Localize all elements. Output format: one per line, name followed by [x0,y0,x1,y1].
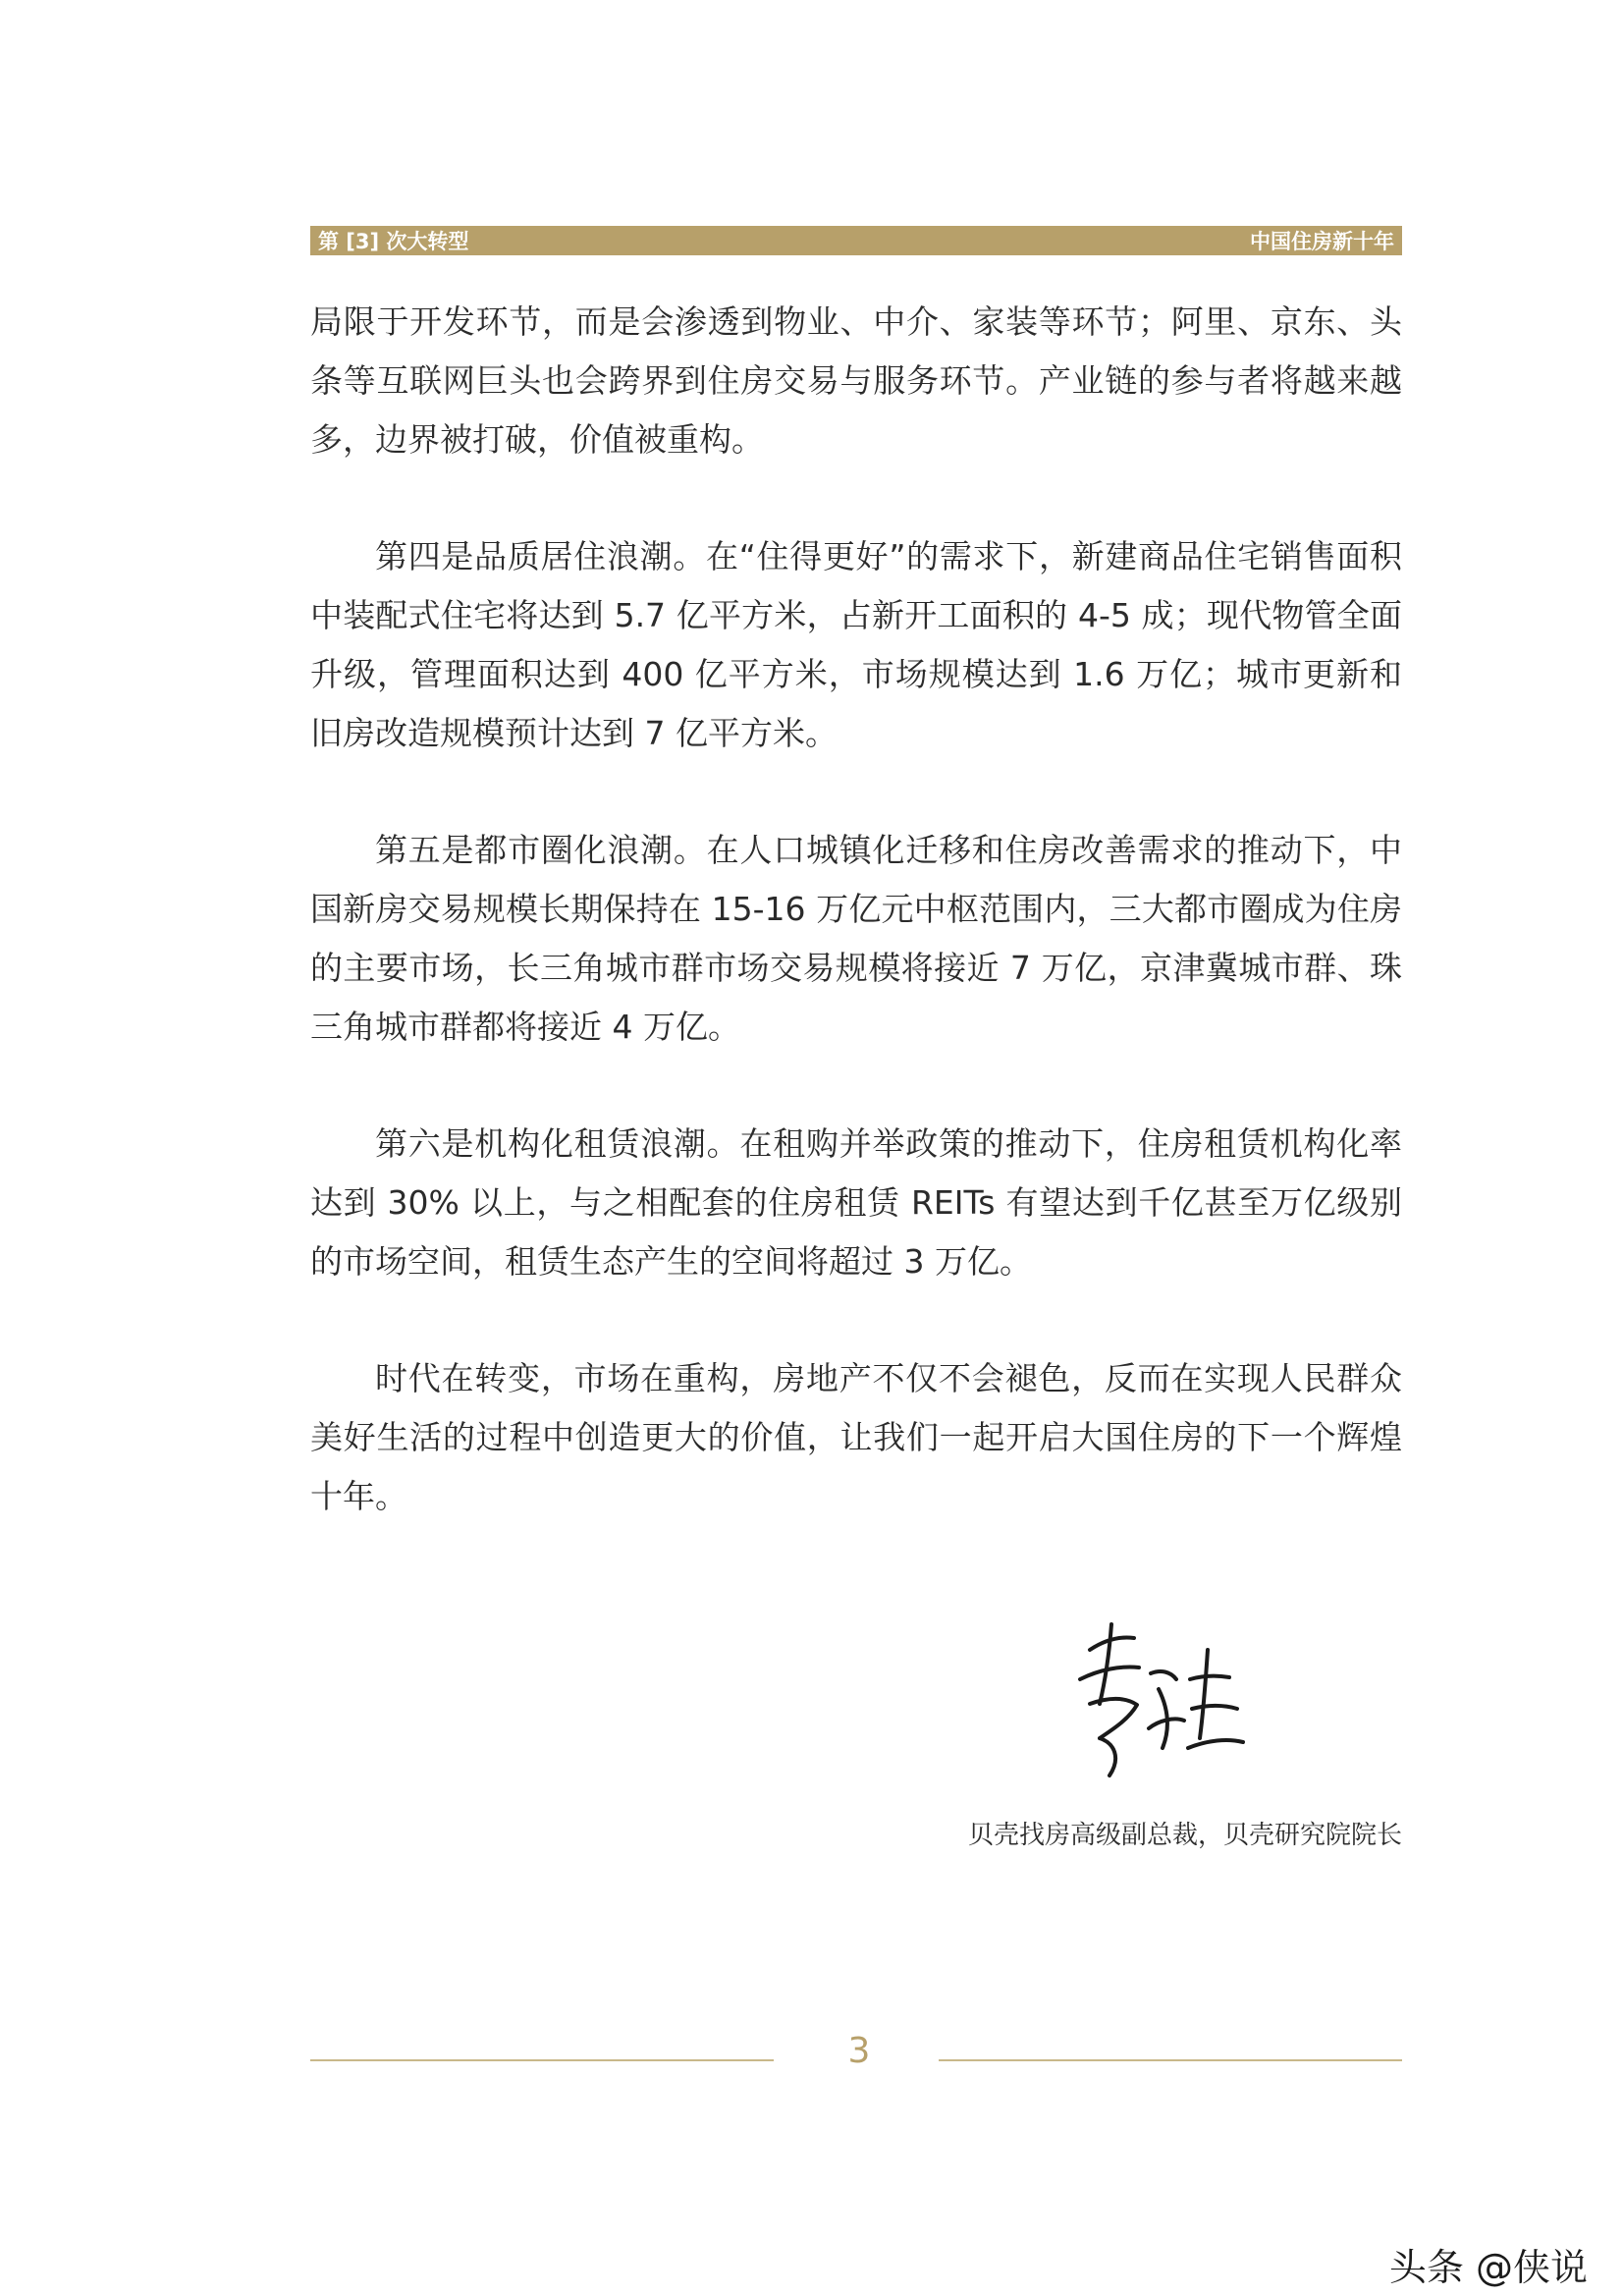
footer-divider-right [939,2059,1402,2061]
header-book-title: 中国住房新十年 [1250,230,1394,253]
handwritten-signature [1060,1611,1257,1787]
paragraph-continuation: 局限于开发环节，而是会渗透到物业、中介、家装等环节；阿里、京东、头条等互联网巨头也会跨界到住房交易与服务环节。产业链的参与者将越来越多，边界被打破，价值被重构。 [310,302,1402,459]
running-header [310,226,1402,255]
body-text [310,293,1402,1584]
paragraph-conclusion: 时代在转变，市场在重构，房地产不仅不会褪色，反而在实现人民群众美好生活的过程中创造更大的价值，让我们一起开启大国住房的下一个辉煌十年。 [310,1359,1402,1515]
watermark: 头条 @侠说 [1388,2246,1588,2289]
paragraph-quality-living: 第四是品质居住浪潮。在“住得更好”的需求下，新建商品住宅销售面积中装配式住宅将达到 5.7 亿平方米，占新开工面积的 4-5 成；现代物管全面升级，管理面积达到 400 亿平方米，市场规模达到 1.6 万亿；城市更新和旧房改造规模预计达到 7 亿平方米。 [310,537,1402,752]
header-chapter: 第 [3] 次大转型 [318,230,469,253]
paragraph-rental: 第六是机构化租赁浪潮。在租购并举政策的推动下，住房租赁机构化率达到 30% 以上，与之相配套的住房租赁 REITs 有望达到千亿甚至万亿级别的市场空间，租赁生态产生的空间将超过 3 万亿。 [310,1124,1402,1281]
footer-divider-left [310,2059,774,2061]
paragraph-metropolitan: 第五是都市圈化浪潮。在人口城镇化迁移和住房改善需求的推动下，中国新房交易规模长期保持在 15-16 万亿元中枢范围内，三大都市圈成为住房的主要市场，长三角城市群市场交易规模将接近 7 万亿，京津冀城市群、珠三角城市群都将接近 4 万亿。 [310,831,1402,1046]
signatory-title: 贝壳找房高级副总裁，贝壳研究院院长 [967,1821,1402,1850]
page-number: 3 [847,2031,871,2071]
